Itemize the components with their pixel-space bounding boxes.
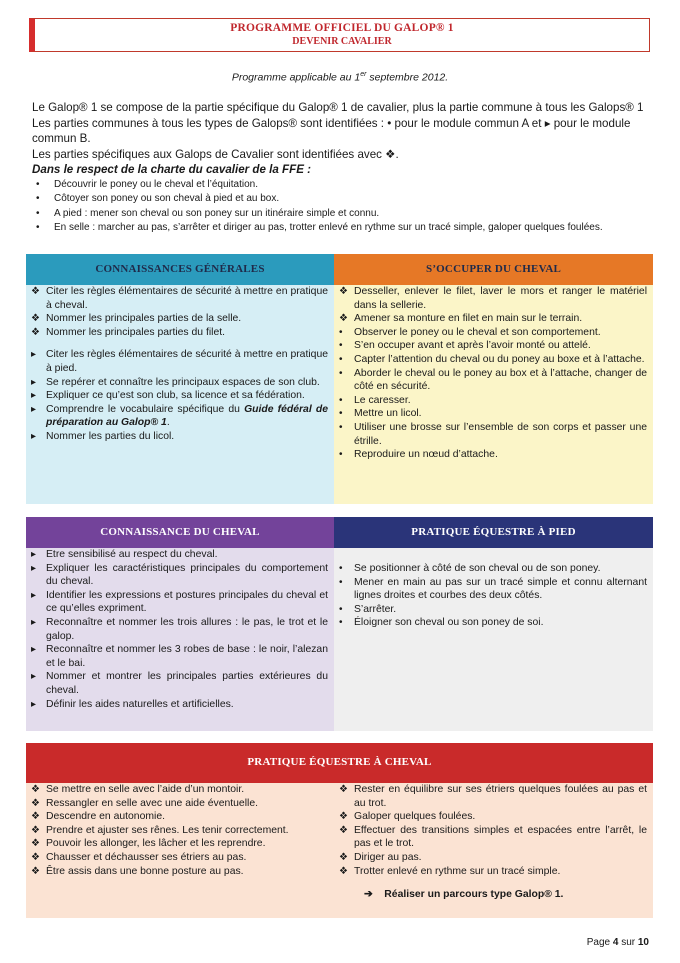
item-text: Nommer les parties du licol.: [46, 430, 175, 442]
list-item: [334, 312, 653, 326]
item-text: Comprendre le vocabulaire spécifique du: [46, 403, 245, 415]
list-item: [334, 367, 653, 394]
triangle-bullet-icon: ▸: [31, 349, 37, 361]
dot-bullet-icon: •: [339, 603, 343, 615]
diamond-bullet-icon: ❖: [31, 797, 40, 809]
program-title: PROGRAMME OFFICIEL DU GALOP® 1: [230, 22, 454, 34]
dot-bullet-icon: •: [339, 617, 343, 629]
intro-bullet-text: En selle : marcher au pas, s’arrêter et diriger au pas, trotter enlevé en rythme sur un tracé simple, galoper quelques foulées.: [54, 222, 603, 233]
intro-bullet-text: Découvrir le poney ou le cheval et l’équitation.: [54, 178, 259, 190]
item-text: Définir les aides naturelles et artificielles.: [46, 698, 234, 710]
item-text: Citer les règles élémentaires de sécurité à mettre en pratique à pied.: [46, 349, 328, 374]
program-header: [29, 18, 650, 52]
dot-bullet-icon: •: [339, 421, 343, 433]
list-item: [334, 421, 653, 448]
list-item: [26, 783, 334, 797]
items-list: [26, 285, 334, 339]
intro-bullet: • Découvrir le poney ou le cheval et l’équitation.: [36, 178, 259, 190]
item-text: S’arrêter.: [354, 603, 397, 615]
item-text: Nommer les principales parties du filet.: [46, 326, 226, 338]
section-title: PRATIQUE ÉQUESTRE À CHEVAL: [26, 743, 653, 783]
triangle-bullet-icon: ▸: [31, 430, 37, 442]
list-item: [26, 698, 334, 712]
dot-bullet-icon: •: [339, 563, 343, 574]
list-item: [26, 562, 334, 589]
item-text: Expliquer ce qu’est son club, sa licence et sa fédération.: [46, 390, 305, 402]
diamond-bullet-icon: ❖: [339, 851, 348, 863]
list-item: [334, 285, 653, 312]
list-item: [26, 589, 334, 616]
section-pratique-a-cheval: [26, 743, 653, 918]
applicable-prefix: Programme applicable au 1: [231, 71, 361, 84]
item-text: S’en occuper avant et après l’avoir monté ou attelé.: [354, 340, 591, 352]
item-text: Utiliser une brosse sur l’ensemble de son corps et passer une étrille.: [354, 421, 647, 447]
item-text: Reconnaître et nommer les trois allures : le pas, le trot et le galop.: [46, 616, 328, 642]
triangle-bullet-icon: ▸: [31, 376, 37, 388]
list-item: [334, 851, 653, 865]
diamond-bullet-icon: ❖: [339, 824, 348, 836]
section-pratique-a-pied: [334, 517, 653, 731]
diamond-bullet-icon: ❖: [31, 286, 40, 297]
section-title: CONNAISSANCE DU CHEVAL: [26, 517, 334, 548]
diamond-bullet-icon: ❖: [339, 865, 348, 877]
list-item: [26, 389, 334, 403]
list-item: [26, 326, 334, 340]
list-item: [334, 407, 653, 421]
item-text: Chausser et déchausser ses étriers au pas.: [46, 851, 247, 863]
intro-bullet: • Côtoyer son poney ou son cheval à pied et au box.: [36, 193, 280, 204]
list-item: [26, 670, 334, 697]
list-item: [26, 376, 334, 390]
intro-bullet-text: Côtoyer son poney ou son cheval à pied et au box.: [54, 193, 280, 204]
diamond-bullet-icon: ❖: [31, 824, 40, 836]
diamond-bullet-icon: ❖: [31, 865, 40, 877]
list-item: [334, 576, 653, 603]
items-list: [26, 348, 334, 443]
items-list: [334, 783, 653, 878]
footer-prefix: Page: [586, 937, 613, 948]
list-item: [26, 312, 334, 326]
intro-line-1: Le Galop® 1 se compose de la partie spécifique du Galop® 1 de cavalier, plus la partie commune à tous les Galops® 1: [32, 101, 644, 114]
dot-bullet-icon: •: [339, 449, 343, 461]
list-item: [334, 616, 653, 630]
item-text: Se mettre en selle avec l’aide d’un montoir.: [46, 784, 245, 795]
list-item: [26, 797, 334, 811]
item-text: Observer le poney ou le cheval et son comportement.: [354, 326, 601, 338]
diamond-bullet-icon: ❖: [31, 851, 40, 863]
dot-bullet-icon: •: [339, 408, 343, 420]
diamond-bullet-icon: ❖: [339, 313, 348, 325]
applicable-date: [0, 71, 680, 84]
list-item: [334, 824, 653, 851]
items-list: [26, 783, 334, 902]
program-subtitle: DEVENIR CAVALIER: [292, 36, 392, 47]
dot-bullet-icon: •: [339, 353, 343, 365]
diamond-bullet-icon: ❖: [31, 313, 40, 325]
list-item: [26, 285, 334, 312]
item-text: Amener sa monture en filet en main sur le terrain.: [354, 313, 583, 325]
arrow-icon: ➔: [364, 889, 373, 901]
intro-line-2: Les parties communes à tous les types de Galops® sont identifiées : • pour le module commun A et ▸ pour le module commun B.: [32, 116, 631, 145]
item-text-end: .: [166, 417, 170, 429]
list-item: [334, 562, 653, 576]
item-text: Effectuer des transitions simples et espacées entre l’arrêt, le pas et le trot.: [354, 824, 647, 850]
applicable-suffix: septembre 2012.: [366, 71, 449, 84]
section-connaissances-generales: [26, 254, 334, 504]
item-text: Diriger au pas.: [354, 851, 422, 863]
section-connaissance-du-cheval: [26, 517, 334, 731]
item-text: Reconnaître et nommer les 3 robes de base : le noir, l’alezan et le bai.: [46, 644, 328, 669]
dot-bullet-icon: •: [339, 394, 343, 406]
intro-bullet: • En selle : marcher au pas, s’arrêter et diriger au pas, trotter enlevé en rythme sur un tracé simple, galoper quelques foulées.: [36, 222, 603, 233]
item-text: Prendre et ajuster ses rênes. Les tenir correctement.: [46, 824, 289, 836]
intro-line-3: Les parties spécifiques aux Galops de Cavalier sont identifiées avec ❖.: [32, 147, 399, 161]
list-item: [26, 837, 334, 851]
item-text: Reproduire un nœud d’attache.: [354, 449, 498, 461]
dot-bullet-icon: •: [339, 576, 343, 588]
page-total: 10: [637, 937, 649, 948]
triangle-bullet-icon: ▸: [31, 671, 37, 683]
diamond-bullet-icon: ❖: [31, 838, 40, 850]
intro-bullet-text: A pied : mener son cheval ou son poney sur un itinéraire simple et connu.: [54, 207, 380, 219]
list-item: [26, 430, 334, 444]
list-item: [334, 326, 653, 340]
triangle-bullet-icon: ▸: [31, 589, 37, 601]
list-item: [26, 616, 334, 643]
applicable-sup: er: [360, 71, 367, 78]
intro-charte: Dans le respect de la charte du cavalier de la FFE :: [32, 163, 312, 176]
triangle-bullet-icon: ▸: [31, 390, 37, 402]
parcours-text: Réaliser un parcours type Galop® 1.: [384, 889, 564, 901]
list-item: [26, 348, 334, 375]
intro-bullet: • A pied : mener son cheval ou son poney sur un itinéraire simple et connu.: [36, 207, 380, 219]
item-text: Ressangler en selle avec une aide éventuelle.: [46, 797, 258, 809]
item-text: Galoper quelques foulées.: [354, 811, 476, 823]
item-text: Se repérer et connaître les principaux espaces de son club.: [46, 376, 320, 388]
item-text: Expliquer les caractéristiques principales du comportement du cheval.: [46, 562, 328, 588]
page-number: 4: [612, 937, 619, 948]
item-text: Nommer et montrer les principales parties extérieures du cheval.: [46, 671, 328, 696]
footer-mid: sur: [618, 937, 638, 948]
diamond-bullet-icon: ❖: [339, 286, 348, 297]
item-text: Le caresser.: [354, 394, 411, 406]
list-item: [334, 603, 653, 617]
list-item: [334, 339, 653, 353]
triangle-bullet-icon: ▸: [31, 562, 37, 574]
list-item: [334, 448, 653, 462]
list-item: [334, 394, 653, 408]
list-item: [26, 548, 334, 562]
item-text: Aborder le cheval ou le poney au box et à l’attache, changer de côté en sécurité.: [354, 367, 647, 393]
section-title: PRATIQUE ÉQUESTRE À PIED: [334, 517, 653, 548]
section-title: S’OCCUPER DU CHEVAL: [334, 254, 653, 285]
list-item: [334, 810, 653, 824]
triangle-bullet-icon: ▸: [31, 616, 37, 628]
list-item: [334, 783, 653, 810]
section-soccuper-du-cheval: [334, 254, 653, 504]
list-item: [26, 865, 334, 879]
list-item: [334, 865, 653, 879]
item-text: Etre sensibilisé au respect du cheval.: [46, 549, 218, 560]
dot-bullet-icon: •: [339, 367, 343, 379]
diamond-bullet-icon: ❖: [339, 811, 348, 823]
triangle-bullet-icon: ▸: [31, 698, 37, 710]
triangle-bullet-icon: ▸: [31, 644, 37, 656]
item-text: Éloigner son cheval ou son poney de soi.: [354, 617, 544, 629]
intro-block: [32, 100, 652, 236]
item-text: Capter l’attention du cheval ou du poney au boxe et à l’attache.: [354, 353, 645, 365]
list-item: [334, 353, 653, 367]
item-text: Desseller, enlever le filet, laver le mors et ranger le matériel dans la sellerie.: [354, 286, 647, 311]
item-text: Mener en main au pas sur un tracé simple et connu alternant lignes droites et courbes des deux côtés.: [354, 576, 647, 602]
section-title: CONNAISSANCES GÉNÉRALES: [26, 254, 334, 285]
diamond-bullet-icon: ❖: [31, 811, 40, 823]
item-text: Trotter enlevé en rythme sur un tracé simple.: [354, 865, 561, 877]
diamond-bullet-icon: ❖: [31, 326, 40, 338]
item-text: Pouvoir les allonger, les lâcher et les reprendre.: [46, 838, 266, 850]
list-item: [26, 824, 334, 838]
diamond-bullet-icon: ❖: [339, 784, 348, 795]
item-text: Identifier les expressions et postures principales du cheval et ce qu’elles expriment.: [46, 589, 328, 615]
item-text: Citer les règles élémentaires de sécurité à mettre en pratique à cheval.: [46, 286, 328, 311]
items-list: [334, 285, 653, 462]
triangle-bullet-icon: ▸: [31, 549, 37, 560]
list-item: [26, 810, 334, 824]
parcours-line: [334, 888, 653, 902]
list-item: [26, 643, 334, 670]
triangle-bullet-icon: ▸: [31, 403, 37, 415]
guide-reference: Guide fédéral de préparation au Galop® 1: [46, 403, 328, 429]
item-text: Nommer les principales parties de la selle.: [46, 313, 242, 325]
item-text: Se positionner à côté de son cheval ou de son poney.: [354, 563, 601, 574]
list-item: [26, 851, 334, 865]
page-footer: [587, 937, 649, 948]
dot-bullet-icon: •: [339, 340, 343, 352]
item-text: Être assis dans une bonne posture au pas.: [46, 865, 244, 877]
diamond-bullet-icon: ❖: [31, 784, 40, 795]
item-text: Mettre un licol.: [354, 408, 422, 420]
dot-bullet-icon: •: [339, 326, 343, 338]
item-text: Descendre en autonomie.: [46, 811, 165, 823]
item-text: Rester en équilibre sur ses étriers quelques foulées au pas et au trot.: [354, 784, 647, 809]
list-item: [26, 403, 334, 430]
items-list: [26, 548, 334, 711]
items-list: [334, 562, 653, 630]
